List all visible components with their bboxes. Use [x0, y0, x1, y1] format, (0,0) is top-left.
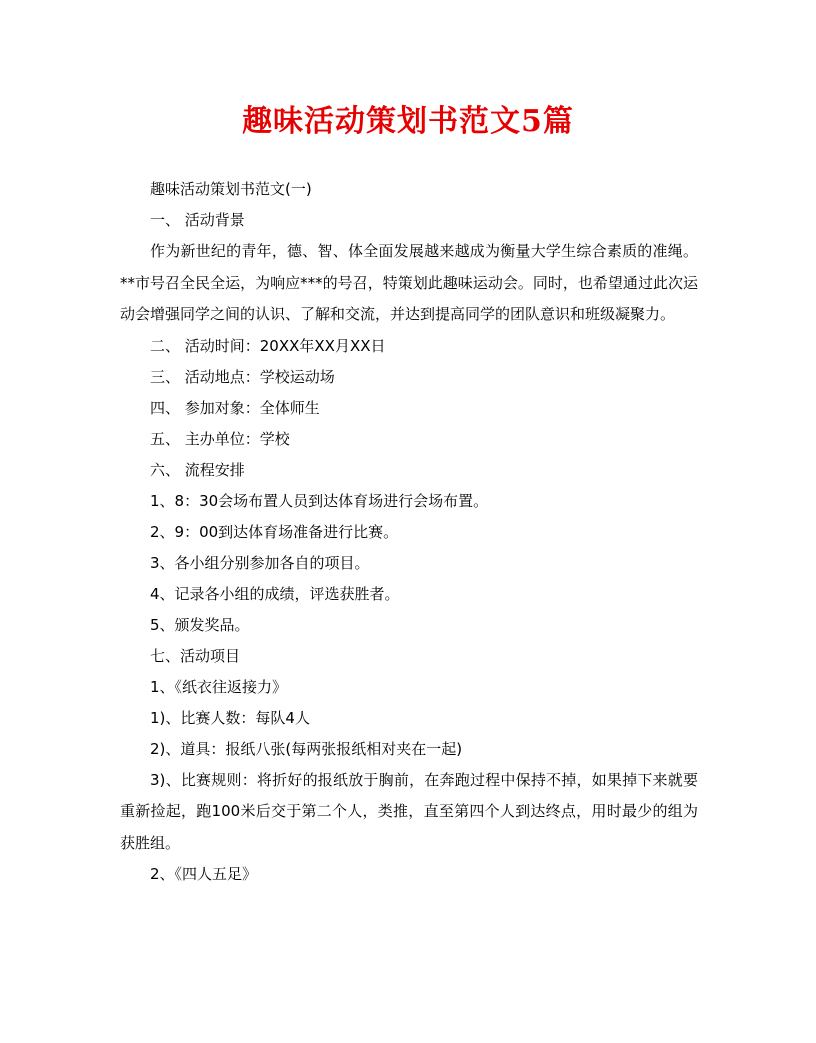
paragraph: 四、 参加对象：全体师生	[150, 398, 320, 417]
list-item: 2)、道具：报纸八张(每两张报纸相对夹在一起)	[150, 739, 463, 758]
list-item: 1、《纸衣往返接力》	[150, 677, 288, 696]
section-heading: 七、活动项目	[150, 646, 241, 665]
section-heading: 趣味活动策划书范文(一)	[150, 180, 312, 198]
list-item: 1)、比赛人数：每队4人	[150, 708, 310, 727]
list-item: 5、颁发奖品。	[150, 615, 250, 634]
list-item: 2、9：00到达体育场准备进行比赛。	[150, 522, 399, 541]
list-item: 3、各小组分别参加各自的项目。	[150, 553, 370, 572]
list-item: 3)、比赛规则：将折好的报纸放于胸前，在奔跑过程中保持不掉，如果掉下来就要重新捡起，跑100米后交于第二个人，类推，直至第四个人到达终点，用时最少的组为获胜组。	[120, 770, 698, 852]
document-title: 趣味活动策划书范文5篇	[242, 104, 574, 139]
list-item: 2、《四人五足》	[150, 865, 258, 883]
paragraph: 二、 活动时间：20XX年XX月XX日	[150, 336, 386, 355]
paragraph: 作为新世纪的青年，德、智、体全面发展越来越成为衡量大学生综合素质的准绳。**市号召全民全运，为响应***的号召，特策划此趣味运动会。同时，也希望通过此次运动会增强同学之间的认识、了解和交流，并达到提高同学的团队意识和班级凝聚力。	[120, 242, 698, 323]
list-item: 4、记录各小组的成绩，评选获胜者。	[150, 584, 400, 603]
section-heading: 六、 流程安排	[150, 460, 245, 479]
document-body	[120, 174, 698, 890]
list-item: 1、8：30会场布置人员到达体育场进行会场布置。	[150, 491, 489, 510]
paragraph: 三、 活动地点：学校运动场	[150, 367, 335, 386]
section-heading: 一、 活动背景	[150, 211, 245, 229]
paragraph: 五、 主办单位：学校	[150, 429, 290, 448]
